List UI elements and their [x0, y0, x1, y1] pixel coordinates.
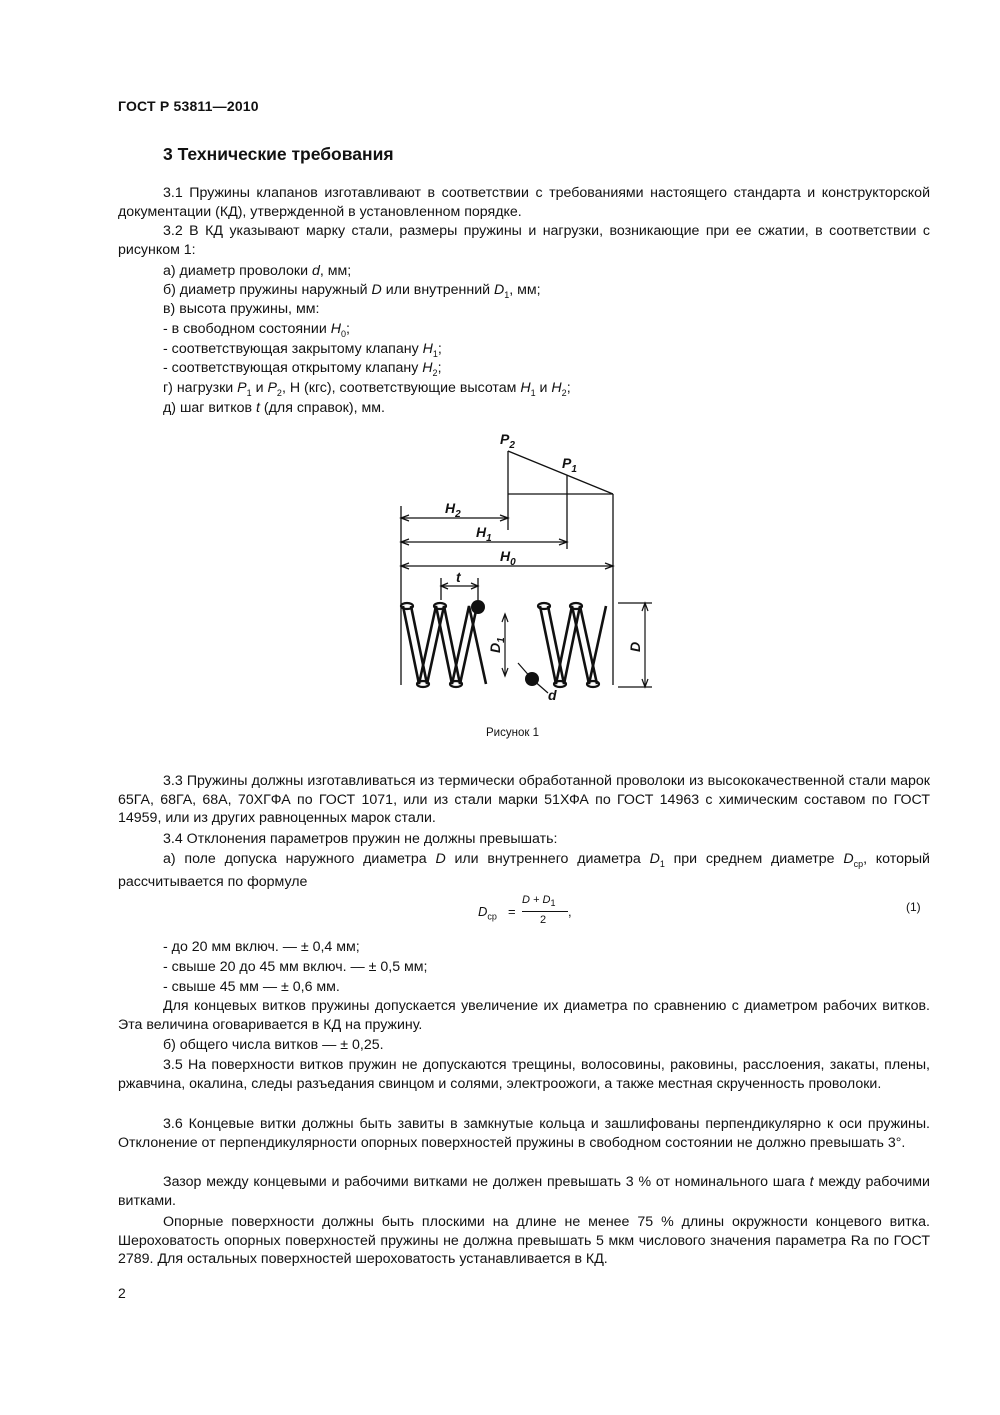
- paragraph-3-4-b: б) общего числа витков — ± 0,25.: [163, 1037, 384, 1053]
- label-h0: $H_0$: [500, 548, 516, 568]
- section-title: 3 Технические требования: [163, 144, 394, 164]
- paragraph-3-4-a: а) поле допуска наружного диаметра D или внутреннего диаметра $D_1$ при среднем диаметре $D_{ср}$, который рассчитывается по формуле: [118, 851, 930, 891]
- paragraph-3-3: 3.3 Пружины должны изготавливаться из термически обработанной проволоки из высококачественной стали марок 65ГА, 68ГА, 68А, 70ХГФА по ГОСТ 1071, или из стали марки 51ХФА по ГОСТ 14963 с химическим составом по ГОСТ 14959, или из других равноценных марок стали.: [118, 773, 930, 827]
- list-item-v2: - соответствующая закрытому клапану $H_1$;: [163, 341, 442, 359]
- paragraph-3-1: 3.1 Пружины клапанов изготавливают в соответствии с требованиями настоящего стандарта и конструкторской документации (КД), утвержденной в установленном порядке.: [118, 185, 930, 220]
- label-d-small: d: [548, 687, 557, 703]
- label-p2: $P_2$: [500, 431, 515, 451]
- list-item-g: г) нагрузки $P_1$ и $P_2$, Н (кгс), соответствующие высотам $H_1$ и $H_2$;: [163, 380, 571, 398]
- list-item-d: д) шаг витков t (для справок), мм.: [163, 400, 385, 416]
- spring-figure: [380, 420, 660, 720]
- paragraph-gap: Зазор между концевыми и рабочими витками не должен превышать 3 % от номинального шага t между рабочими витками.: [118, 1174, 930, 1209]
- list-item-v1: - в свободном состоянии $H_0$;: [163, 321, 350, 339]
- tolerance-line-3: - свыше 45 мм — ± 0,6 мм.: [163, 979, 340, 995]
- paragraph-support-surfaces: Опорные поверхности должны быть плоскими на длине не менее 75 % длины окружности концевого витка. Шероховатость опорных поверхностей пружины не должна превышать 5 мкм числового значения параметра Ra по ГОСТ 2789. Для остальных поверхностей шероховатость устанавливается в КД.: [118, 1214, 930, 1268]
- paragraph-3-4: 3.4 Отклонения параметров пружин не должны превышать:: [163, 831, 558, 847]
- figure-caption: Рисунок 1: [486, 727, 539, 739]
- paragraph-end-coils: Для концевых витков пружины допускается увеличение их диаметра по сравнению с диаметром рабочих витков. Эта величина оговаривается в КД на пружину.: [118, 998, 930, 1033]
- paragraph-3-5: 3.5 На поверхности витков пружин не допускаются трещины, волосовины, раковины, расслоения, закаты, плены, ржавчина, окалина, следы разъедания свинцом и солями, электроожоги, а также местная скрученность проволоки.: [118, 1057, 930, 1092]
- list-item-v3: - соответствующая открытому клапану $H_2$;: [163, 360, 442, 378]
- document-header: ГОСТ Р 53811—2010: [118, 98, 259, 114]
- label-d1: $D_1$: [487, 637, 507, 653]
- label-h2: $H_2$: [445, 500, 461, 520]
- label-h1: $H_1$: [476, 524, 492, 544]
- label-t: t: [456, 569, 461, 585]
- formula-1: $D_{ср}$ = $D + D_1$ 2 ,: [478, 894, 572, 926]
- tolerance-line-2: - свыше 20 до 45 мм включ. — ± 0,5 мм;: [163, 959, 428, 975]
- paragraph-3-2: 3.2 В КД указывают марку стали, размеры пружины и нагрузки, возникающие при ее сжатии, в соответствии с рисунком 1:: [118, 223, 930, 258]
- label-p1: $P_1$: [562, 455, 577, 475]
- label-d-outer: D: [627, 641, 643, 652]
- formula-number: (1): [906, 900, 921, 914]
- paragraph-3-6: 3.6 Концевые витки должны быть завиты в замкнутые кольца и зашлифованы перпендикулярно к оси пружины. Отклонение от перпендикулярности опорных поверхностей пружины в свободном состоянии не должно превышать 3°.: [118, 1116, 930, 1151]
- list-item-v: в) высота пружины, мм:: [163, 301, 320, 317]
- page-number: 2: [118, 1285, 126, 1301]
- tolerance-line-1: - до 20 мм включ. — ± 0,4 мм;: [163, 939, 360, 955]
- list-item-b: б) диаметр пружины наружный D или внутренний $D_1$, мм;: [163, 282, 541, 300]
- list-item-a: а) диаметр проволоки d, мм;: [163, 263, 352, 279]
